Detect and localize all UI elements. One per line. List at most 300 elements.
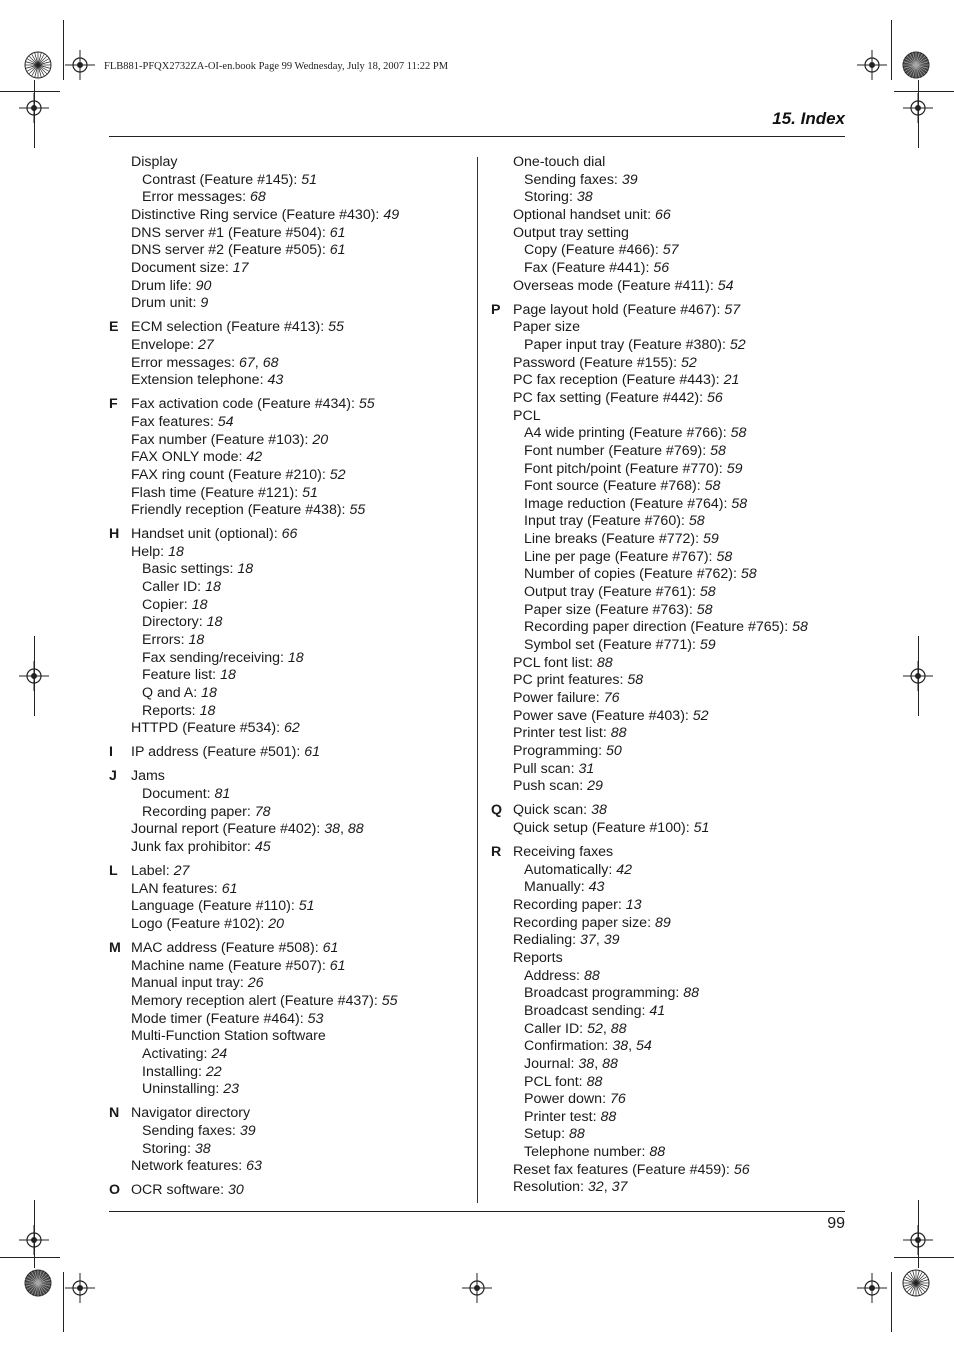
page-reference: 9 [200,295,209,312]
index-subentry [491,602,847,620]
index-subentry [491,531,847,549]
entry-term: Password (Feature #155): [513,354,681,371]
page-reference: 88 [610,725,627,742]
entry-term: Activating: [142,1045,212,1062]
entry-term: Fax number (Feature #103): [131,431,313,448]
entry-term: Push scan: [513,778,588,795]
index-entry [109,720,471,738]
crop-line [891,20,892,80]
index-entry [109,372,471,390]
index-entry [491,708,847,726]
index-entry [109,414,471,432]
entry-term: Extension telephone: [131,372,268,389]
index-entry [491,844,847,862]
page-reference: 18 [191,596,208,613]
index-group [109,526,471,738]
page-reference: 32 [587,1179,604,1196]
index-entry [109,242,471,260]
index-subentry [491,584,847,602]
entry-term: Fax sending/receiving: [142,649,288,666]
index-entry [491,761,847,779]
entry-term: Memory reception alert (Feature #437): [131,992,382,1009]
index-entry [109,863,471,881]
page-reference: 37 [580,932,596,949]
page-reference: 18 [199,702,216,719]
page-ref-separator: , [602,1020,611,1037]
index-entry [109,916,471,934]
entry-term: Fax (Feature #441): [524,259,654,276]
index-entry [491,372,847,390]
index-letter: J [109,768,117,785]
registration-starburst-icon [24,1269,52,1297]
index-entry [109,768,471,786]
index-subentry [491,513,847,531]
entry-term: Copy (Feature #466): [524,242,663,259]
index-letter: M [109,939,121,956]
registration-crosshair-icon [462,1273,492,1303]
page-reference: 88 [649,1144,666,1161]
page-reference: 88 [347,821,364,838]
page-reference: 20 [312,431,329,448]
entry-term: Printer test list: [513,725,611,742]
entry-term: One-touch dial [513,154,606,170]
index-subentry [109,1081,471,1099]
crop-line [894,91,954,92]
entry-term: Power save (Feature #403): [513,707,693,724]
page-reference: 18 [188,632,205,649]
index-subentry [109,703,471,721]
page-reference: 37 [611,1179,628,1196]
index-entry [491,225,847,243]
index-subentry [491,1126,847,1144]
entry-term: Programming: [513,743,607,759]
page-reference: 41 [649,1002,666,1019]
entry-term: Optional handset unit: [513,206,655,223]
index-subentry [491,242,847,260]
page-reference: 45 [254,839,271,855]
entry-term: Line per page (Feature #767): [524,548,717,565]
entry-term: A4 wide printing (Feature #766): [524,425,731,442]
entry-term: Storing: [524,189,577,206]
index-entry [109,225,471,243]
page-reference: 26 [247,975,264,992]
registration-starburst-icon [902,51,930,79]
entry-term: Drum unit: [131,295,201,312]
index-group [109,863,471,934]
index-subentry [491,461,847,479]
page-reference: 20 [268,915,285,932]
page-reference: 61 [329,224,346,241]
entry-term: Recording paper: [513,896,626,913]
entry-term: Journal: [524,1055,579,1072]
page-reference: 67 [239,354,255,371]
entry-term: Quick setup (Feature #100): [513,819,694,836]
entry-term: PC fax setting (Feature #442): [513,389,707,406]
index-column-right [491,154,847,1203]
entry-term: PCL font: [524,1073,587,1090]
entry-term: Directory: [142,614,207,631]
index-entry [109,432,471,450]
entry-term: Font source (Feature #768): [524,478,705,495]
index-group [109,396,471,520]
page-reference: 18 [206,614,223,631]
entry-term: Reports [513,949,563,966]
entry-term: Basic settings: [142,561,238,578]
page-reference: 27 [198,336,214,353]
index-entry [109,744,471,762]
entry-term: Distinctive Ring service (Feature #430): [131,206,384,223]
entry-term: Fax activation code (Feature #434): [131,396,359,413]
entry-term: Document size: [131,259,233,276]
entry-term: Resolution: [513,1179,588,1196]
page-reference: 55 [328,319,344,336]
page-reference: 56 [733,1161,750,1178]
index-subentry [109,1064,471,1082]
index-entry [109,278,471,296]
entry-term: Caller ID: [142,579,206,596]
entry-term: Automatically: [524,861,617,878]
index-subentry [491,189,847,207]
entry-term: FAX ring count (Feature #210): [131,466,330,483]
index-subentry [491,566,847,584]
page-reference: 31 [578,760,595,777]
entry-term: Contrast (Feature #145): [142,171,302,188]
page-reference: 57 [724,301,741,318]
index-group [109,940,471,1099]
index-subentry [491,1056,847,1074]
index-entry [491,408,847,426]
entry-term: Junk fax prohibitor: [131,839,255,855]
entry-term: Printer test: [524,1108,601,1125]
index-subentry [491,985,847,1003]
index-entry [109,544,471,562]
crop-line [0,91,60,92]
page-reference: 18 [237,561,254,578]
index-group [491,154,847,295]
page-reference: 58 [792,619,808,636]
entry-term: MAC address (Feature #508): [131,939,323,956]
crop-line [894,1257,954,1258]
entry-term: PC print features: [513,672,628,689]
page-reference: 52 [692,707,709,724]
index-entry [491,778,847,796]
page-reference: 42 [616,861,633,878]
index-entry [491,820,847,838]
entry-term: Broadcast sending: [524,1002,650,1019]
index-entry [109,485,471,503]
entry-term: Handset unit (optional): [131,526,282,543]
index-entry [109,449,471,467]
entry-term: Recording paper: [142,803,255,820]
page-reference: 58 [716,548,733,565]
index-subentry [109,561,471,579]
page-reference: 61 [221,880,238,897]
page-reference: 58 [731,495,748,512]
entry-term: Paper size (Feature #763): [524,601,697,618]
page-number: 99 [827,1215,845,1232]
page-reference: 51 [302,484,318,501]
index-subentry [491,478,847,496]
index-entry [491,302,847,320]
index-entry [109,881,471,899]
entry-term: Output tray setting [513,224,629,241]
entry-term: Multi-Function Station software [131,1028,326,1045]
book-metadata-line: FLB881-PFQX2732ZA-OI-en.book Page 99 Wednesday, July 18, 2007 11:22 PM [104,61,449,72]
entry-term: Input tray (Feature #760): [524,513,689,530]
page-reference: 38 [194,1140,211,1157]
page-reference: 39 [239,1122,256,1139]
page-reference: 63 [246,1158,262,1175]
page-reference: 88 [683,985,700,1002]
footer-rule [109,1211,845,1212]
entry-term: Image reduction (Feature #764): [524,495,732,512]
entry-term: Uninstalling: [142,1081,224,1098]
index-group [109,319,471,390]
index-entry [109,396,471,414]
page-reference: 88 [610,1020,627,1037]
index-group [109,154,471,313]
page-reference: 38 [612,1038,629,1055]
index-entry [491,1179,847,1197]
page-reference: 27 [173,863,190,879]
entry-term: Journal report (Feature #402): [131,821,325,838]
index-subentry [491,862,847,880]
entry-term: Quick scan: [513,802,592,819]
index-group [109,768,471,856]
page-reference: 76 [603,690,620,707]
page-reference: 18 [220,667,236,684]
page-reference: 53 [307,1010,324,1027]
index-entry [109,207,471,225]
index-entry [109,355,471,373]
page-reference: 78 [254,803,271,820]
index-group [491,302,847,796]
index-subentry [491,549,847,567]
entry-term: Overseas mode (Feature #411): [513,277,718,294]
page-reference: 51 [298,898,315,915]
index-entry [109,319,471,337]
index-entry [109,821,471,839]
entry-term: Language (Feature #110): [131,898,299,915]
crop-line [918,80,919,148]
index-entry [109,154,471,172]
index-entry [109,1028,471,1046]
entry-term: Error messages: [142,189,251,206]
index-subentry [491,172,847,190]
index-entry [109,993,471,1011]
entry-term: Symbol set (Feature #771): [524,637,700,654]
page-reference: 51 [301,171,318,188]
page-reference: 52 [329,466,346,483]
index-subentry [491,443,847,461]
entry-term: Sending faxes: [524,171,622,188]
index-subentry [491,337,847,355]
index-subentry [491,1091,847,1109]
crop-line [63,1272,64,1332]
page-reference: 55 [381,992,398,1009]
entry-term: Font pitch/point (Feature #770): [524,460,727,477]
page-reference: 68 [262,354,279,371]
index-group [491,844,847,1197]
entry-term: Broadcast programming: [524,985,684,1002]
page-reference: 88 [602,1055,618,1072]
entry-term: Redialing: [513,932,581,949]
page-reference: 43 [588,879,605,896]
index-entry [109,502,471,520]
index-letter: P [491,301,501,318]
index-column-left [109,154,471,1206]
index-subentry [491,496,847,514]
page-reference: 18 [287,649,304,666]
page-reference: 39 [621,171,638,188]
crop-line [918,636,919,716]
index-subentry [491,1074,847,1092]
registration-crosshair-icon [857,50,887,80]
entry-term: Errors: [142,632,189,649]
page-reference: 49 [383,206,400,223]
crop-line [63,20,64,80]
page-reference: 56 [653,259,670,276]
registration-crosshair-icon [857,1273,887,1303]
index-entry [491,672,847,690]
entry-term: Network features: [131,1158,247,1175]
page-reference: 29 [587,778,603,795]
entry-term: Drum life: [131,277,196,294]
entry-term: Paper input tray (Feature #380): [524,336,730,353]
index-entry [491,207,847,225]
index-subentry [109,614,471,632]
page-reference: 88 [568,1126,585,1143]
index-entry [491,725,847,743]
registration-crosshair-icon [65,1273,95,1303]
page-reference: 42 [246,449,263,466]
index-subentry [109,632,471,650]
index-entry [109,1011,471,1029]
entry-term: Number of copies (Feature #762): [524,566,741,583]
entry-term: Page layout hold (Feature #467): [513,301,725,318]
page-reference: 88 [596,654,613,671]
chapter-title: 15. Index [772,109,845,128]
entry-term: Label: [131,863,174,879]
index-entry [109,958,471,976]
page-reference: 58 [740,566,757,583]
index-entry [109,467,471,485]
page-reference: 18 [168,543,184,560]
entry-term: IP address (Feature #501): [131,744,305,761]
entry-term: Line breaks (Feature #772): [524,531,704,548]
entry-term: HTTPD (Feature #534): [131,720,284,737]
page-reference: 88 [586,1073,603,1090]
index-entry [491,802,847,820]
page-reference: 52 [680,354,697,371]
index-entry [491,1162,847,1180]
entry-term: Telephone number: [524,1144,650,1161]
registration-crosshair-icon [65,50,95,80]
page-reference: 13 [625,896,642,913]
entry-term: Setup: [524,1126,569,1143]
entry-term: OCR software: [131,1182,228,1199]
page-reference: 18 [201,685,217,702]
page-reference: 54 [717,277,734,294]
index-subentry [491,1038,847,1056]
page-reference: 61 [329,242,346,259]
page-reference: 38 [591,802,607,819]
index-letter: L [109,863,118,879]
index-letter: Q [491,802,503,819]
page-reference: 59 [726,460,743,477]
index-entry [491,743,847,761]
index-subentry [109,1141,471,1159]
index-letter: F [109,396,118,413]
page-reference: 57 [662,242,679,259]
index-entry [109,898,471,916]
entry-term: DNS server #2 (Feature #505): [131,242,330,259]
page-reference: 59 [699,637,716,654]
page-reference: 23 [223,1081,240,1098]
index-letter: H [109,526,120,543]
page-reference: 54 [635,1038,652,1055]
page-reference: 61 [304,744,321,761]
page-reference: 61 [329,957,346,974]
entry-term: Manual input tray: [131,975,248,992]
index-subentry [109,1046,471,1064]
entry-term: LAN features: [131,880,222,897]
index-letter: E [109,319,119,336]
entry-term: Power failure: [513,690,604,707]
index-entry [491,915,847,933]
entry-term: Pull scan: [513,760,579,777]
entry-term: Copier: [142,596,192,613]
index-entry [491,355,847,373]
entry-term: Fax features: [131,413,218,430]
entry-term: Reports: [142,702,200,719]
page-reference: 88 [583,967,600,984]
page-reference: 51 [693,819,710,836]
index-entry [491,154,847,172]
crop-line [0,1257,60,1258]
entry-term: Help: [131,543,169,560]
entry-term: DNS server #1 (Feature #504): [131,224,330,241]
index-subentry [109,1123,471,1141]
index-entry [109,1105,471,1123]
index-entry [491,950,847,968]
index-subentry [491,425,847,443]
index-entry [109,839,471,857]
page-reference: 59 [703,531,719,548]
index-entry [491,655,847,673]
page-reference: 58 [704,478,721,495]
page-reference: 58 [696,601,713,618]
index-subentry [491,879,847,897]
index-subentry [109,685,471,703]
index-entry [109,1182,471,1200]
page-ref-separator: , [628,1038,636,1055]
page-reference: 22 [205,1063,222,1080]
entry-term: Logo (Feature #102): [131,915,269,932]
index-entry [109,295,471,313]
entry-term: Output tray (Feature #761): [524,584,700,601]
page-reference: 38 [324,821,340,838]
entry-term: Recording paper direction (Feature #765): [524,619,793,636]
index-group [109,1182,471,1200]
index-subentry [109,804,471,822]
page-reference: 17 [232,259,249,276]
index-letter: N [109,1105,120,1122]
page-reference: 52 [729,336,746,353]
entry-term: Envelope: [131,336,199,353]
entry-term: Installing: [142,1063,206,1080]
crop-line [891,1272,892,1332]
